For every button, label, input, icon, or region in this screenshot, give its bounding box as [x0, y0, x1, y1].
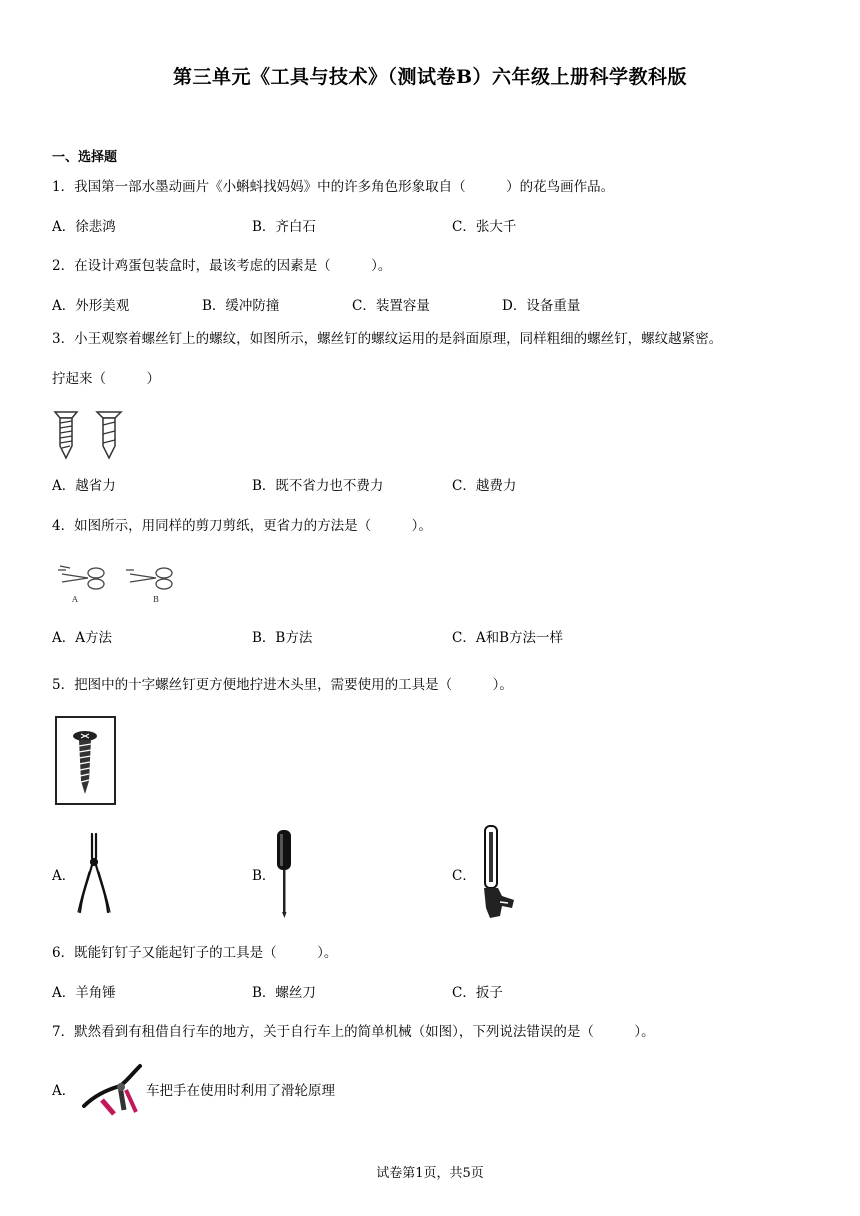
question-1-option-b[interactable]: B．齐白石	[252, 219, 316, 235]
question-2-stem: 2．在设计鸡蛋包装盒时，最该考虑的因素是（ ）。	[52, 258, 392, 274]
section-heading: 一、选择题	[52, 150, 118, 165]
question-2-option-a[interactable]: A．外形美观	[52, 298, 130, 314]
question-7-stem: 7．默然看到有租借自行车的地方，关于自行车上的简单机械（如图），下列说法错误的是（ ）。	[52, 1024, 655, 1040]
question-5-option-c[interactable]: C．	[452, 868, 476, 884]
question-4-option-b[interactable]: B．B方法	[252, 630, 313, 646]
question-6-option-a[interactable]: A．羊角锤	[52, 985, 116, 1001]
question-4-option-a[interactable]: A．A方法	[52, 630, 112, 646]
question-3-option-b[interactable]: B．既不省力也不费力	[252, 478, 384, 494]
question-1-option-c[interactable]: C．张大千	[452, 219, 517, 235]
screws-icon	[52, 410, 132, 460]
question-6-option-b[interactable]: B．螺丝刀	[252, 985, 316, 1001]
question-1-option-a[interactable]: A．徐悲鸿	[52, 219, 116, 235]
cross-screw-icon	[55, 716, 117, 806]
page-footer: 试卷第1页，共5页	[376, 1166, 484, 1181]
question-3-stem: 3．小王观察着螺丝钉上的螺纹，如图所示，螺丝钉的螺纹运用的是斜面原理，同样粗细的螺丝钉，螺纹越紧密。	[52, 331, 723, 347]
pliers-icon	[76, 832, 112, 914]
question-6-stem: 6．既能钉钉子又能起钉子的工具是（ ）。	[52, 945, 338, 961]
question-2-option-b[interactable]: B．缓冲防撞	[202, 298, 280, 314]
question-5-option-a[interactable]: A．	[52, 868, 76, 884]
question-5-stem: 5．把图中的十字螺丝钉更方便地拧进木头里，需要使用的工具是（ ）。	[52, 677, 513, 693]
question-4-option-c[interactable]: C．A和B方法一样	[452, 630, 563, 646]
page-title: 第三单元《工具与技术》（测试卷B）六年级上册科学教科版	[172, 66, 688, 88]
screwdriver-icon	[272, 828, 296, 920]
scissors-label-a: A	[72, 595, 78, 604]
question-4-stem: 4．如图所示，用同样的剪刀剪纸，更省力的方法是（ ）。	[52, 518, 432, 534]
question-3-stem-continued: 拧起来（ ）	[52, 371, 160, 387]
question-7-option-a-text: 车把手在使用时利用了滑轮原理	[146, 1083, 335, 1099]
question-7-option-a[interactable]: A．	[52, 1083, 76, 1099]
scissors-icon	[58, 560, 183, 605]
question-5-option-b[interactable]: B．	[252, 868, 276, 884]
scissors-label-b: B	[153, 595, 159, 604]
question-2-option-c[interactable]: C．装置容量	[352, 298, 430, 314]
question-6-option-c[interactable]: C．扳子	[452, 985, 503, 1001]
bicycle-handlebar-icon	[80, 1060, 146, 1114]
question-3-option-a[interactable]: A．越省力	[52, 478, 116, 494]
wrench-icon	[478, 824, 518, 920]
question-3-option-c[interactable]: C．越费力	[452, 478, 517, 494]
question-1-stem: 1．我国第一部水墨动画片《小蝌蚪找妈妈》中的许多角色形象取自（ ）的花鸟画作品。	[52, 179, 615, 195]
question-2-option-d[interactable]: D．设备重量	[502, 298, 581, 314]
